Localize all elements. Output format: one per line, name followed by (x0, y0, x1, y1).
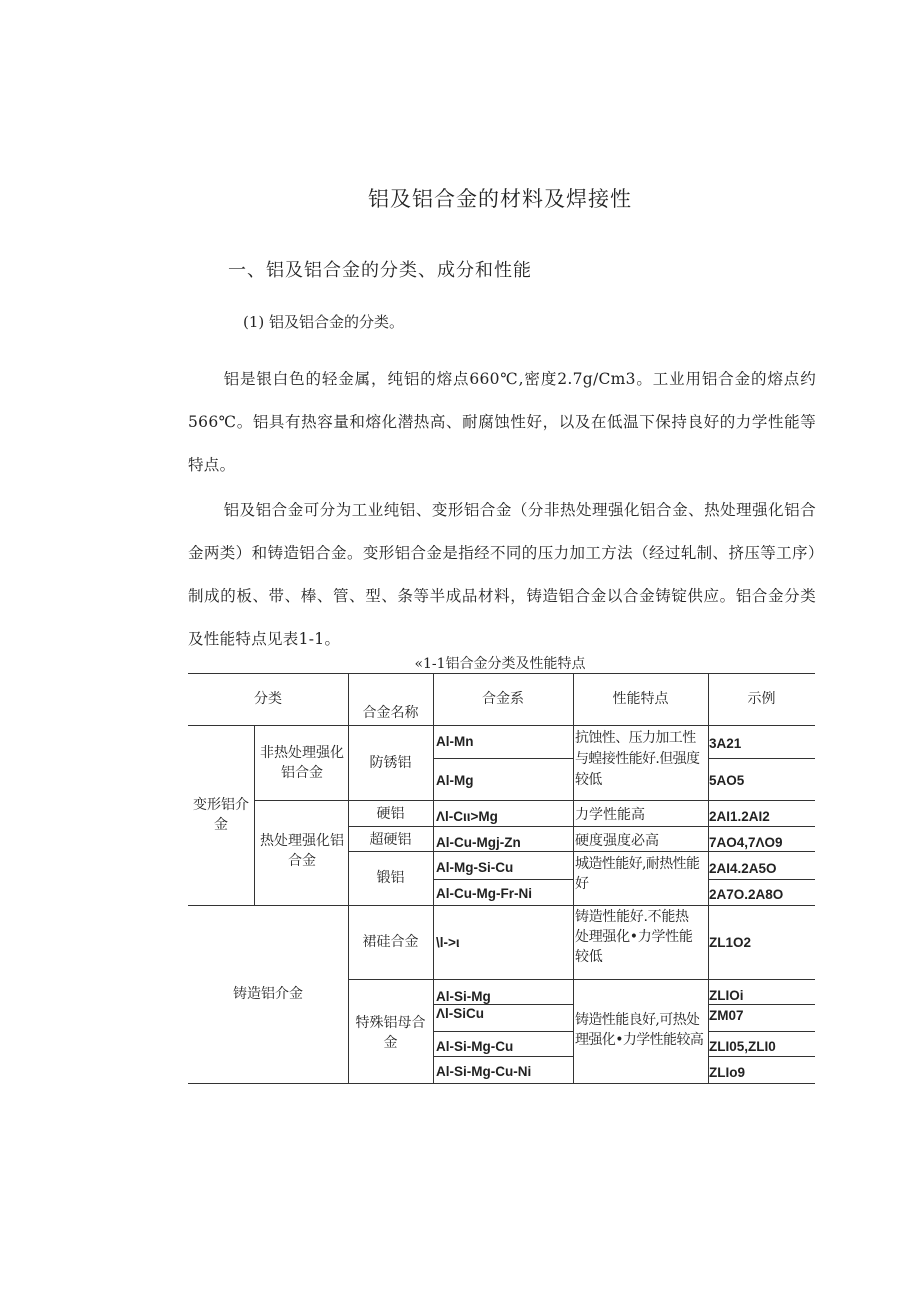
alloy-table (188, 673, 815, 1084)
properties-rust-proof: 抗蚀性、压力加工性与蝗接性能好.但强度较低 (575, 730, 700, 788)
example-cell: 3A21 (709, 736, 742, 751)
header-properties: 性能特点 (612, 691, 669, 707)
category-non-heat-treatable: 非热处理强化铝合金 (260, 745, 344, 781)
example-cell: ZLIo9 (709, 1065, 745, 1080)
paragraph-2 (188, 489, 816, 661)
name-hard: 硬铝 (376, 806, 405, 822)
subsection-heading: (1) 铝及铝合金的分类。 (243, 313, 405, 331)
properties-forging: 城造性能好,耐热性能好 (575, 856, 700, 892)
header-system: 合金系 (482, 691, 524, 707)
header-name: 合金名称 (362, 705, 419, 721)
category-heat-treatable: 热处理强化铝合金 (260, 833, 344, 869)
example-cell: 7AO4,7ΛO9 (709, 835, 783, 850)
properties-hard: 力学性能高 (575, 807, 645, 823)
system-cell: Λl-SiCu (436, 1006, 485, 1021)
example-cell: 2A7O.2A8O (709, 887, 784, 902)
system-cell: Al-Cu-Mg-Fr-Ni (436, 886, 532, 901)
page-title: 铝及铝合金的材料及焊接性 (368, 187, 632, 211)
header-category: 分类 (254, 691, 282, 707)
system-cell: \l->ι (436, 935, 460, 950)
table-caption: «1-1铝合金分类及性能特点 (414, 656, 586, 672)
paragraph-2-text: 铝及铝合金可分为工业纯铝、变形铝合金（分非热处理强化铝合金、热处理强化铝合金两类）和铸造铝合金。变形铝合金是指经不同的压力加工方法（经过轧制、挤压等工序）制成的板、带、棒、管、型、条等半成品材料，铸造铝合金以合金铸锭供应。铝合金分类及性能特点见表1-1。 (188, 501, 816, 648)
system-cell: Al-Si-Mg (436, 989, 491, 1004)
name-special: 特殊铝母合金 (355, 1015, 426, 1051)
name-rust-proof: 防锈铝 (369, 755, 412, 771)
properties-super-hard: 硬度强度必高 (575, 833, 659, 849)
example-cell: ZM07 (709, 1008, 744, 1023)
system-cell: Λl-Cιι>Mg (436, 809, 498, 824)
example-cell: 2AI4.2A5O (709, 861, 777, 876)
system-cell: Al-Si-Mg-Cu-Ni (436, 1064, 532, 1079)
section-heading: 一、铝及铝合金的分类、成分和性能 (228, 260, 532, 281)
paragraph-1 (188, 358, 816, 487)
example-cell: ZL1O2 (709, 935, 752, 950)
system-cell: Al-Mg-Si-Cu (436, 860, 514, 875)
name-al-si: 裙硅合金 (362, 934, 419, 950)
example-cell: 5AO5 (709, 773, 745, 788)
properties-al-si: 铸造性能好.不能热处理强化•力学性能较低 (575, 909, 693, 965)
category-wrought: 变形铝介金 (193, 797, 249, 833)
system-cell: Al-Si-Mg-Cu (436, 1039, 514, 1054)
name-super-hard: 超硬铝 (369, 832, 412, 848)
category-cast: 铸造铝介金 (233, 986, 303, 1002)
example-cell: ZLIOi (709, 988, 744, 1003)
example-cell: 2AI1.2AI2 (709, 809, 770, 824)
system-cell: Al-Cu-Mgj-Zn (436, 835, 521, 850)
header-example: 示例 (747, 691, 776, 707)
paragraph-1-text: 铝是银白色的轻金属，纯铝的熔点660℃,密度2.7g∕Cm3。工业用铝合金的熔点约566℃。铝具有热容量和熔化潜热高、耐腐蚀性好，以及在低温下保持良好的力学性能等特点。 (188, 370, 816, 474)
example-cell: ZLI05,ZLI0 (709, 1039, 776, 1054)
system-cell: Al-Mg (436, 773, 474, 788)
properties-special: 铸造性能良好,可热处理强化•力学性能较高 (575, 1012, 704, 1048)
system-cell: Al-Mn (436, 734, 474, 749)
name-forging: 锻铝 (376, 870, 405, 886)
